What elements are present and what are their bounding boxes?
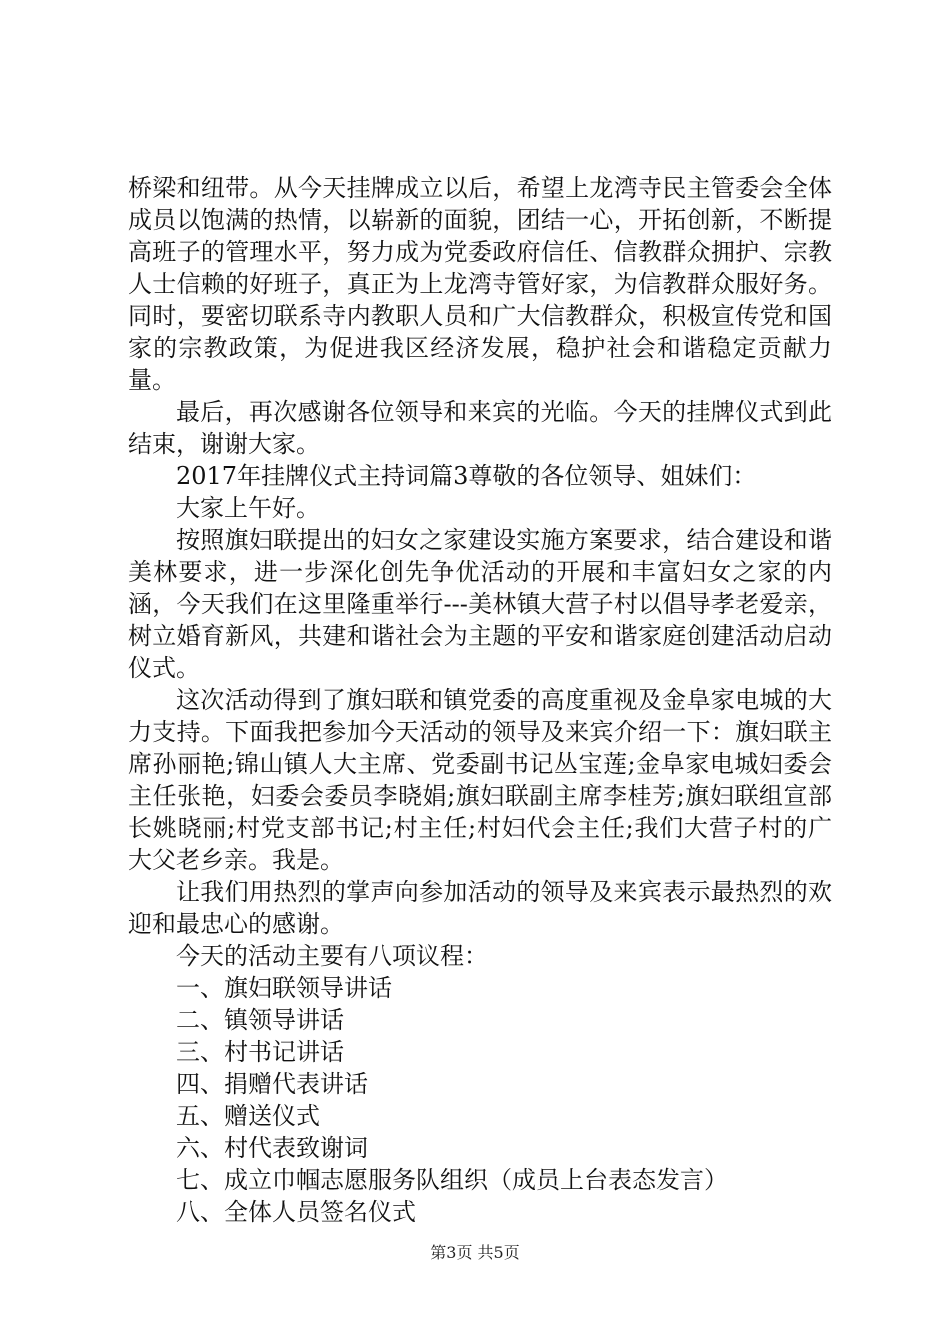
page-footer [0,1242,950,1264]
paragraph-6: 这次活动得到了旗妇联和镇党委的高度重视及金阜家电城的大力支持。下面我把参加今天活动的领导及来宾介绍一下：旗妇联主席孙丽艳;锦山镇人大主席、党委副书记丛宝莲;金阜家电城妇委会主任张艳，妇委会委员李晓娟;旗妇联副主席李桂芳;旗妇联组宣部长姚晓丽;村党支部书记;村主任;村妇代会主任;我们大营子村的广大父老乡亲。我是。 [128,686,832,874]
agenda-item-4: 四、捐赠代表讲话 [176,1070,368,1098]
agenda-intro: 今天的活动主要有八项议程： [176,942,488,970]
agenda-item-8: 八、全体人员签名仪式 [176,1198,416,1226]
agenda-item-1: 一、旗妇联领导讲话 [176,974,392,1002]
agenda-item-3: 三、村书记讲话 [176,1038,344,1066]
paragraph-4: 大家上午好。 [176,494,320,522]
paragraph-1: 桥梁和纽带。从今天挂牌成立以后，希望上龙湾寺民主管委会全体成员以饱满的热情，以崭新的面貌，团结一心，开拓创新，不断提高班子的管理水平，努力成为党委政府信任、信教群众拥护、宗教人士信赖的好班子，真正为上龙湾寺管好家，为信教群众服好务。同时，要密切联系寺内教职人员和广大信教群众，积极宣传党和国家的宗教政策，为促进我区经济发展，稳护社会和谐稳定贡献力量。 [128,174,832,394]
agenda-item-6: 六、村代表致谢词 [176,1134,368,1162]
paragraph-5: 按照旗妇联提出的妇女之家建设实施方案要求，结合建设和谐美林要求，进一步深化创先争优活动的开展和丰富妇女之家的内涵，今天我们在这里隆重举行---美林镇大营子村以倡导孝老爱亲，树立婚育新风，共建和谐社会为主题的平安和谐家庭创建活动启动仪式。 [128,526,832,682]
paragraph-7: 让我们用热烈的掌声向参加活动的领导及来宾表示最热烈的欢迎和最忠心的感谢。 [128,878,832,938]
document-body [128,172,832,1228]
page-number: 第3页 共5页 [430,1243,520,1262]
paragraph-3: 2017年挂牌仪式主持词篇3尊敬的各位领导、姐妹们： [176,462,757,490]
agenda-item-2: 二、镇领导讲话 [176,1006,344,1034]
agenda-item-7: 七、成立巾帼志愿服务队组织（成员上台表态发言） [176,1166,728,1194]
agenda-item-5: 五、赠送仪式 [176,1102,320,1130]
paragraph-2: 最后，再次感谢各位领导和来宾的光临。今天的挂牌仪式到此结束，谢谢大家。 [128,398,832,458]
